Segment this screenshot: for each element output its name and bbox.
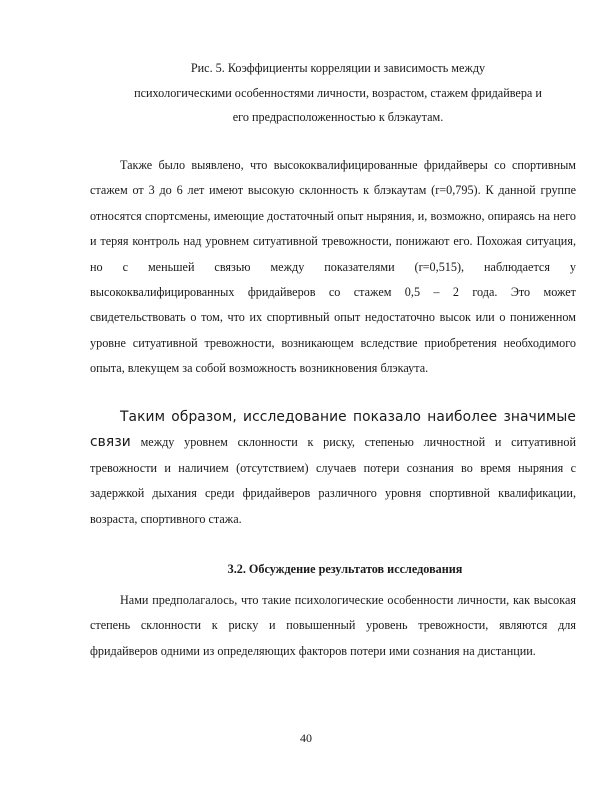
paragraph-conclusion-rest: между уровнем склонности к риску, степенью личностной и ситуативной тревожности и наличием (отсутствием) случаев потери сознания во время ныряния с задержкой дыхания среди фридайверов различного уровня спортивной квалификации, возраста, спортивного стажа. bbox=[90, 435, 576, 526]
page-number: 40 bbox=[300, 731, 312, 745]
figure-caption-line-3: его предрасположенностью к блэкаутам. bbox=[232, 110, 444, 124]
figure-caption-line-1: Рис. 5. Коэффициенты корреляции и зависимость между bbox=[190, 61, 486, 75]
paragraph-blackout-experience: Также было выявлено, что высококвалифицированные фридайверы со спортивным стажем от 3 до 6 лет имеют высокую склонность к блэкаутам (r=0,795). К данной группе относятся спортсмены, имеющие достаточный опыт ныряния, и, возможно, опираясь на него и теряя контроль над уровнем ситуативной тревожности, понижают его. Похожая ситуация, но с меньшей связью между показателями (r=0,515), наблюдается у высококвалифицированных фридайверов со стажем 0,5 – 2 года. Это может свидетельствовать о том, что их спортивный опыт недостаточно высок или о пониженном уровне ситуативной тревожности, возникающем вследствие приобретения необходимого опыта, влекущем за собой возможность возникновения блэкаута. bbox=[90, 158, 576, 376]
section-heading: 3.2. Обсуждение результатов исследования bbox=[227, 562, 463, 576]
paragraph-conclusion-lead: Таким образом, исследование показало наиболее значимые связи bbox=[90, 409, 576, 451]
figure-caption-line-2: психологическими особенностями личности, возрастом, стажем фридайвера и bbox=[134, 85, 542, 100]
figure-caption bbox=[96, 56, 580, 130]
paragraph-conclusion bbox=[90, 405, 576, 532]
paragraph-discussion: Нами предполагалось, что такие психологические особенности личности, как высокая степень склонности к риску и повышенный уровень тревожности, являются для фридайверов одними из определяющих факторов потери ими сознания на дистанции. bbox=[90, 593, 576, 658]
